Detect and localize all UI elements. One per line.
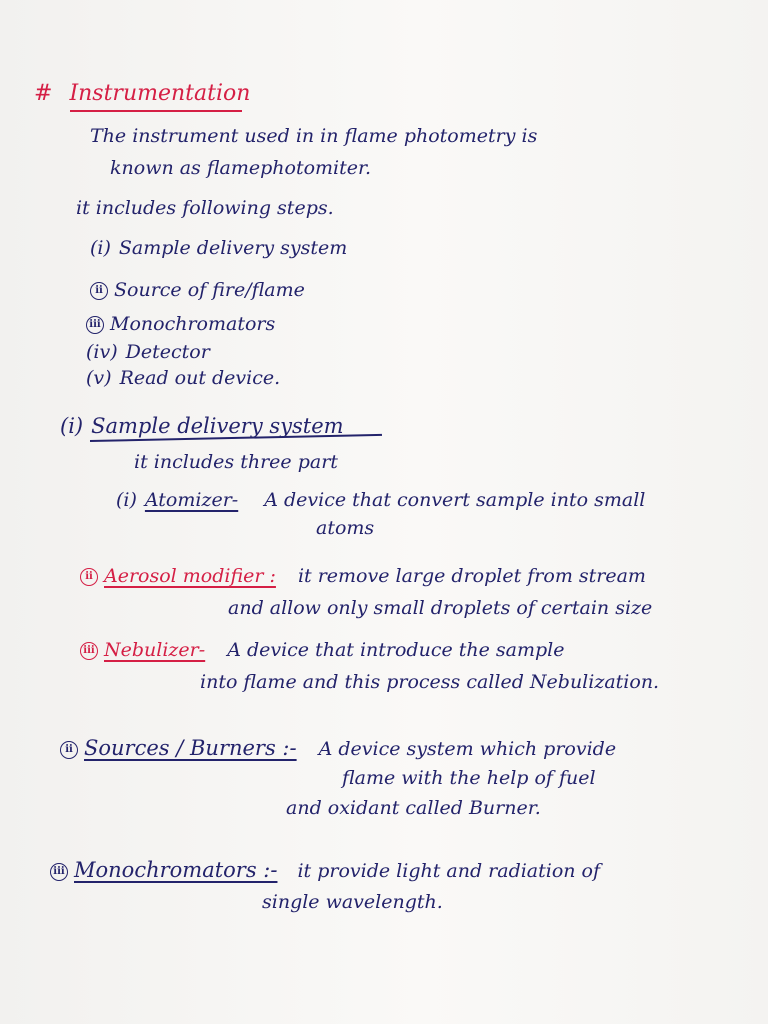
part-term: Nebulizer- [104,639,206,661]
section-marker: ii [60,741,78,759]
step-text: Detector [125,341,210,363]
step-item-4 [86,340,210,364]
section-title: Sources / Burners :- [84,736,297,760]
part-term: Atomizer- [144,489,239,511]
part-term: Aerosol modifier : [104,565,276,587]
section-1-intro: it includes three part [134,451,338,473]
part-description: A device that introduce the sample [227,639,565,661]
section-3-heading [50,858,600,883]
steps-intro: it includes following steps. [76,197,334,219]
section-title: Monochromators :- [74,858,278,882]
step-marker: ii [90,282,108,300]
step-item-5 [86,366,280,390]
section-description: A device system which provide [318,738,617,760]
step-text: Monochromators [110,313,276,335]
section-description: it provide light and radiation of [297,860,601,882]
step-marker: (v) [86,367,112,389]
step-item-3 [86,312,275,336]
part-description: A device that convert sample into small [264,489,646,511]
step-item-2 [90,278,305,302]
page-title: Instrumentation [69,81,251,106]
section-1-heading [60,414,344,438]
step-item-1 [90,236,347,260]
part-nebulizer [80,638,565,662]
title-line [34,82,250,106]
section-2-line-3: and oxidant called Burner. [286,797,541,819]
step-marker: iii [86,316,104,334]
section-marker: iii [50,863,68,881]
intro-line-2: known as flamephotomiter. [110,157,372,179]
part-atomizer-cont: atoms [316,517,375,539]
part-atomizer [116,488,645,512]
part-marker: ii [80,568,98,586]
title-hash: # [34,81,53,106]
step-marker: (iv) [86,341,118,363]
part-description: it remove large droplet from stream [297,565,646,587]
section-marker: (i) [60,414,84,438]
section-2-line-2: flame with the help of fuel [342,767,596,789]
step-text: Source of fire/flame [114,279,305,301]
part-aerosol-modifier-cont: and allow only small droplets of certain size [228,597,653,619]
part-nebulizer-cont: into flame and this process called Nebulization. [200,671,660,693]
intro-line-1: The instrument used in in flame photometry is [90,125,538,147]
step-text: Read out device. [119,367,281,389]
step-marker: (i) [90,237,111,259]
part-aerosol-modifier [80,564,646,588]
step-text: Sample delivery system [118,237,348,259]
title-underline [70,110,242,112]
part-marker: (i) [116,489,137,511]
section-3-line-2: single wavelength. [262,891,443,913]
part-marker: iii [80,642,98,660]
section-title: Sample delivery system [91,414,344,438]
section-2-heading [60,736,616,761]
